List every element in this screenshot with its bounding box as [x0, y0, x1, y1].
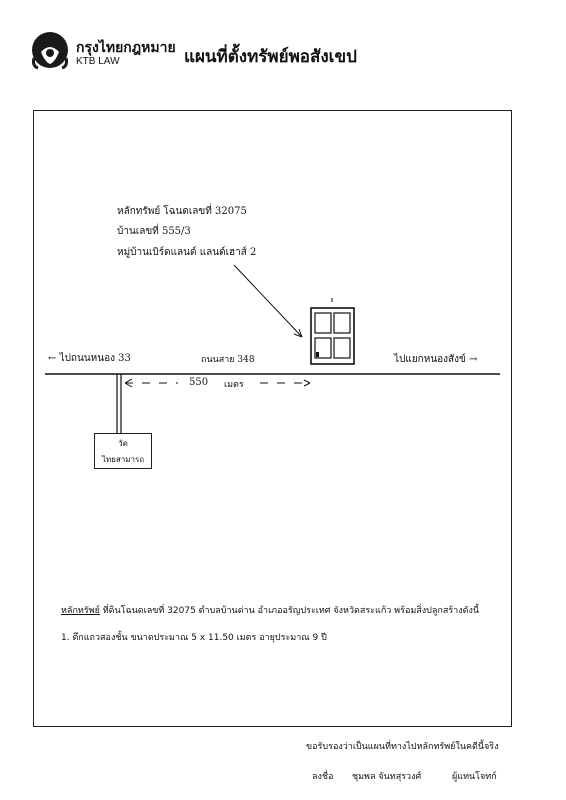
road-label-left: ← ไปถนนหนอง 33	[48, 353, 131, 364]
brand-name-thai: กรุงไทยกฎหมาย	[76, 40, 176, 56]
distance-unit: เมตร	[224, 380, 244, 390]
temple-box	[94, 433, 152, 469]
temple-label-line-1: วัด	[118, 439, 128, 448]
road-label-right: ไปแยกหนองสังข์ →	[394, 354, 478, 365]
distance-left-arrowhead	[125, 379, 132, 383]
document-title: แผนที่ตั้งทรัพย์พอสังเขป	[184, 47, 357, 67]
certification-statement: ขอรับรองว่าเป็นแผนที่ทางไปหลักทรัพย์ในคดีนี้จริง	[306, 742, 499, 752]
signer-name: ชุมพล จันทสุรวงศ์	[352, 772, 422, 782]
pointer-arrow-line	[234, 265, 302, 337]
property-label-line-3: หมู่บ้านเบิร์ดแลนด์ แลนด์เฮาส์ 2	[117, 247, 257, 258]
property-description-label: หลักทรัพย์	[61, 606, 100, 616]
brand-name-english: KTB LAW	[76, 56, 120, 67]
distance-value: 550	[189, 377, 209, 388]
signer-role: ผู้แทนโจทก์	[452, 772, 497, 782]
road-name-label: ถนนสาย 348	[201, 355, 255, 365]
building-icon	[311, 298, 354, 364]
property-description	[61, 603, 479, 617]
property-label-line-1: หลักทรัพย์ โฉนดเลขที่ 32075	[117, 206, 247, 217]
distance-right-arrowhead	[304, 380, 310, 386]
signature-label: ลงชื่อ	[312, 772, 334, 782]
temple-label-line-2: ไทยสามารถ	[101, 455, 145, 464]
property-item-1: 1. ตึกแถวสองชั้น ขนาดประมาณ 5 x 11.50 เมตร อายุประมาณ 9 ปี	[61, 633, 327, 643]
property-description-text: ที่ดินโฉนดเลขที่ 32075 ตำบลบ้านด่าน อำเภออรัญประเทศ จังหวัดสระแก้ว พร้อมสิ่งปลูกสร้างดังนี้	[99, 606, 480, 616]
property-label-line-2: บ้านเลขที่ 555/3	[117, 226, 191, 237]
